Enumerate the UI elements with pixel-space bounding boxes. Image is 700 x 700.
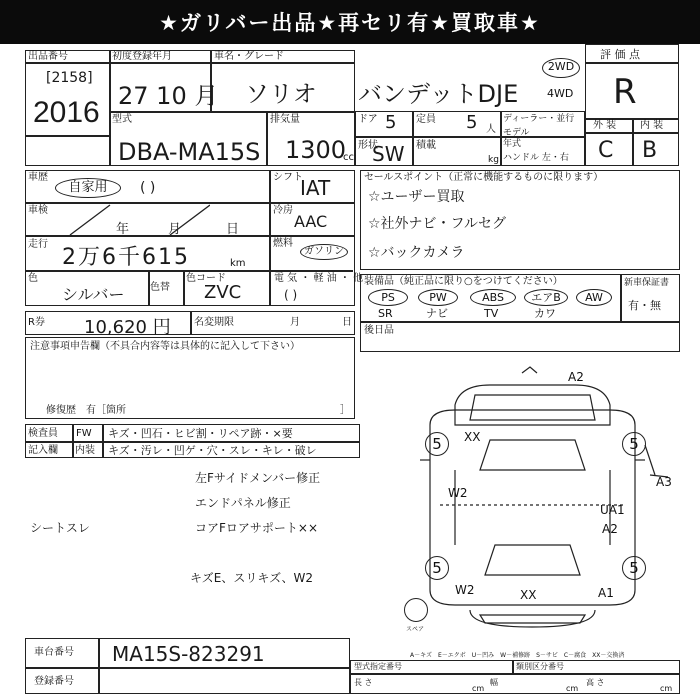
legend: A－キズ E－エクボ U－凹み W－補修跡 S－サビ C－腐食 XX－交換済 bbox=[410, 652, 625, 659]
reg-label: 初度登録年月 bbox=[112, 51, 172, 62]
dmg-a2-right: A2 bbox=[602, 522, 618, 536]
equip-leather: カワ bbox=[534, 307, 556, 320]
chassis-label: 車台番号 bbox=[34, 647, 74, 658]
dmg-xx-rear: XX bbox=[520, 588, 537, 602]
color-value: シルバー bbox=[62, 285, 125, 304]
handle: ハンドル 左・右 bbox=[503, 153, 569, 163]
nc-month: 月 bbox=[290, 317, 300, 328]
fw-row: キズ・凹石・ヒビ割・リペア跡・×要 bbox=[108, 427, 293, 440]
type-label: 型式 bbox=[112, 114, 132, 125]
comment-1: 左Fサイドメンバー修正 bbox=[195, 471, 321, 485]
dmg-a1: A1 bbox=[598, 586, 614, 600]
warranty-value: 有・無 bbox=[628, 299, 661, 312]
lot-code: [2158] bbox=[46, 70, 93, 86]
eval-score: R bbox=[613, 72, 637, 112]
usage-value: 自家用 bbox=[55, 178, 121, 198]
comment-2: エンドパネル修正 bbox=[195, 496, 291, 510]
cap-value: 5 bbox=[466, 112, 478, 133]
recycle-label: R券 bbox=[28, 317, 45, 328]
color-change: 色替 bbox=[150, 282, 170, 293]
drive-4wd: 4WD bbox=[547, 87, 574, 100]
car-diagram bbox=[400, 365, 685, 635]
disp-unit: cc bbox=[343, 152, 354, 163]
sales-label: セールスポイント（正常に機能するものに限ります） bbox=[364, 172, 604, 183]
color-label: 色 bbox=[28, 273, 38, 284]
registration-label: 登録番号 bbox=[34, 676, 74, 687]
usage-rest: ( ) bbox=[140, 180, 156, 196]
shift-value: IAT bbox=[300, 176, 331, 200]
comment-3: コアFロアサポート×× bbox=[195, 521, 319, 535]
insp-month: 月 bbox=[168, 222, 182, 237]
banner: ★ガリバー出品★再セリ有★買取車★ bbox=[0, 0, 700, 44]
disp-label: 排気量 bbox=[270, 114, 300, 125]
fw-label: FW bbox=[76, 428, 92, 439]
ext-grade: C bbox=[598, 138, 614, 163]
tire-rr: 5 bbox=[622, 556, 646, 580]
equip-tv: TV bbox=[484, 307, 499, 320]
tire-fr: 5 bbox=[622, 432, 646, 456]
cap-unit: 人 bbox=[486, 124, 496, 135]
repair-label: 修復歴 有［箇所 bbox=[46, 405, 126, 416]
doors-label: ドア bbox=[358, 114, 378, 125]
disp-value: 1300 bbox=[285, 136, 347, 164]
type-value: DBA-MA15S bbox=[118, 138, 261, 166]
model-name: ソリオ bbox=[245, 80, 317, 108]
later-frame bbox=[360, 322, 680, 352]
dealer-l3: 年式 bbox=[503, 139, 522, 149]
load-unit: kg bbox=[488, 155, 499, 165]
fuel-paren: ( ) bbox=[284, 288, 298, 302]
comment-4: シートスレ bbox=[30, 521, 90, 535]
ext-label: 外 装 bbox=[593, 120, 617, 131]
equip-navi: ナビ bbox=[426, 307, 448, 320]
width-label: 幅 bbox=[490, 678, 498, 687]
int-label: 内 装 bbox=[640, 120, 664, 131]
equip-sr: SR bbox=[378, 307, 393, 320]
namechange-label: 名変期限 bbox=[194, 317, 234, 328]
tire-spare bbox=[404, 598, 428, 622]
later-label: 後日品 bbox=[364, 325, 394, 336]
dmg-w2-left: W2 bbox=[448, 486, 468, 500]
fuel-options: 電 気 ・ 軽 油 ・ 他 bbox=[274, 273, 364, 284]
mileage-label: 走行 bbox=[28, 239, 48, 250]
dmg-a2-top: A2 bbox=[568, 370, 584, 384]
usage-label: 車歴 bbox=[28, 172, 48, 183]
lot-label: 出品番号 bbox=[28, 51, 68, 62]
notes-label: 注意事項申告欄（不具合内容等は具体的に記入して下さい） bbox=[30, 341, 300, 352]
equip-aw: AW bbox=[576, 289, 612, 306]
equip-label: 装備品（純正品に限り○をつけてください） bbox=[364, 276, 563, 287]
inspector-label-2: 記入欄 bbox=[28, 445, 58, 456]
length-unit: cm bbox=[472, 684, 485, 693]
fuel-selected: ガソリン bbox=[300, 244, 348, 260]
inspector-label-1: 検査員 bbox=[28, 428, 58, 439]
equip-pw: PW bbox=[418, 289, 458, 306]
insp-label: 車検 bbox=[28, 205, 48, 216]
dmg-w2-rear: W2 bbox=[455, 583, 475, 597]
spare-label: スペア bbox=[406, 626, 425, 633]
repair-end: ］ bbox=[340, 405, 350, 416]
length-label: 長 さ bbox=[354, 678, 373, 687]
ac-value: AAC bbox=[294, 212, 328, 231]
nc-day: 日 bbox=[342, 317, 352, 328]
strike-lines bbox=[60, 200, 210, 238]
dealer-l1: ディーラー・並行 bbox=[503, 114, 575, 124]
model-label: 車名・グレード bbox=[214, 51, 284, 62]
insp-year: 年 bbox=[116, 222, 130, 237]
mileage-unit: km bbox=[230, 258, 246, 269]
insp-day: 日 bbox=[226, 222, 240, 237]
class-number-label: 類別区分番号 bbox=[516, 662, 564, 671]
shift-label: シフト bbox=[273, 172, 303, 183]
mileage-value: 2万6千615 bbox=[62, 245, 190, 270]
shape-value: SW bbox=[372, 142, 405, 166]
height-label: 高 さ bbox=[586, 678, 605, 687]
tire-rl: 5 bbox=[425, 556, 449, 580]
comment-5: キズE、スリキズ、W2 bbox=[190, 571, 313, 585]
model-designation-label: 型式指定番号 bbox=[354, 662, 402, 671]
recycle-value: 10,620 円 bbox=[84, 317, 171, 338]
height-unit: cm bbox=[660, 684, 673, 693]
shape-label: 形状 bbox=[358, 140, 378, 151]
tire-fl: 5 bbox=[425, 432, 449, 456]
color-code-label: 色コード bbox=[186, 273, 226, 284]
dmg-a3: A3 bbox=[656, 475, 672, 489]
lot-year: 2016 bbox=[33, 96, 100, 129]
dmg-xx-front: XX bbox=[464, 430, 481, 444]
equip-ps: PS bbox=[368, 289, 408, 306]
drive-2wd: 2WD bbox=[542, 58, 580, 78]
in-label: 内装 bbox=[75, 445, 95, 456]
int-grade: B bbox=[642, 138, 658, 163]
in-row: キズ・汚レ・凹ゲ・穴・スレ・キレ・破レ bbox=[108, 444, 317, 457]
fuel-label: 燃料 bbox=[273, 238, 293, 249]
width-unit: cm bbox=[566, 684, 579, 693]
eval-label: 評 価 点 bbox=[600, 48, 640, 61]
sales-item-2: ☆社外ナビ・フルセグ bbox=[368, 216, 506, 232]
chassis-value: MA15S-823291 bbox=[112, 642, 265, 666]
dealer-l2: モデル bbox=[503, 128, 530, 138]
sales-item-1: ☆ユーザー買取 bbox=[368, 189, 465, 205]
load-label: 積載 bbox=[416, 140, 436, 151]
warranty-label: 新車保証書 bbox=[624, 278, 670, 288]
equip-abs: ABS bbox=[470, 289, 516, 306]
reg-value: 27 10 月 bbox=[118, 82, 219, 110]
dmg-ua1: UA1 bbox=[600, 503, 625, 517]
cap-label: 定員 bbox=[416, 114, 436, 125]
ac-label: 冷房 bbox=[273, 205, 293, 216]
sales-item-3: ☆バックカメラ bbox=[368, 245, 465, 261]
doors-value: 5 bbox=[385, 112, 397, 133]
model-grade: バンデットDJE bbox=[358, 80, 519, 108]
color-code: ZVC bbox=[204, 282, 242, 303]
equip-airbag: エアB bbox=[524, 289, 568, 306]
